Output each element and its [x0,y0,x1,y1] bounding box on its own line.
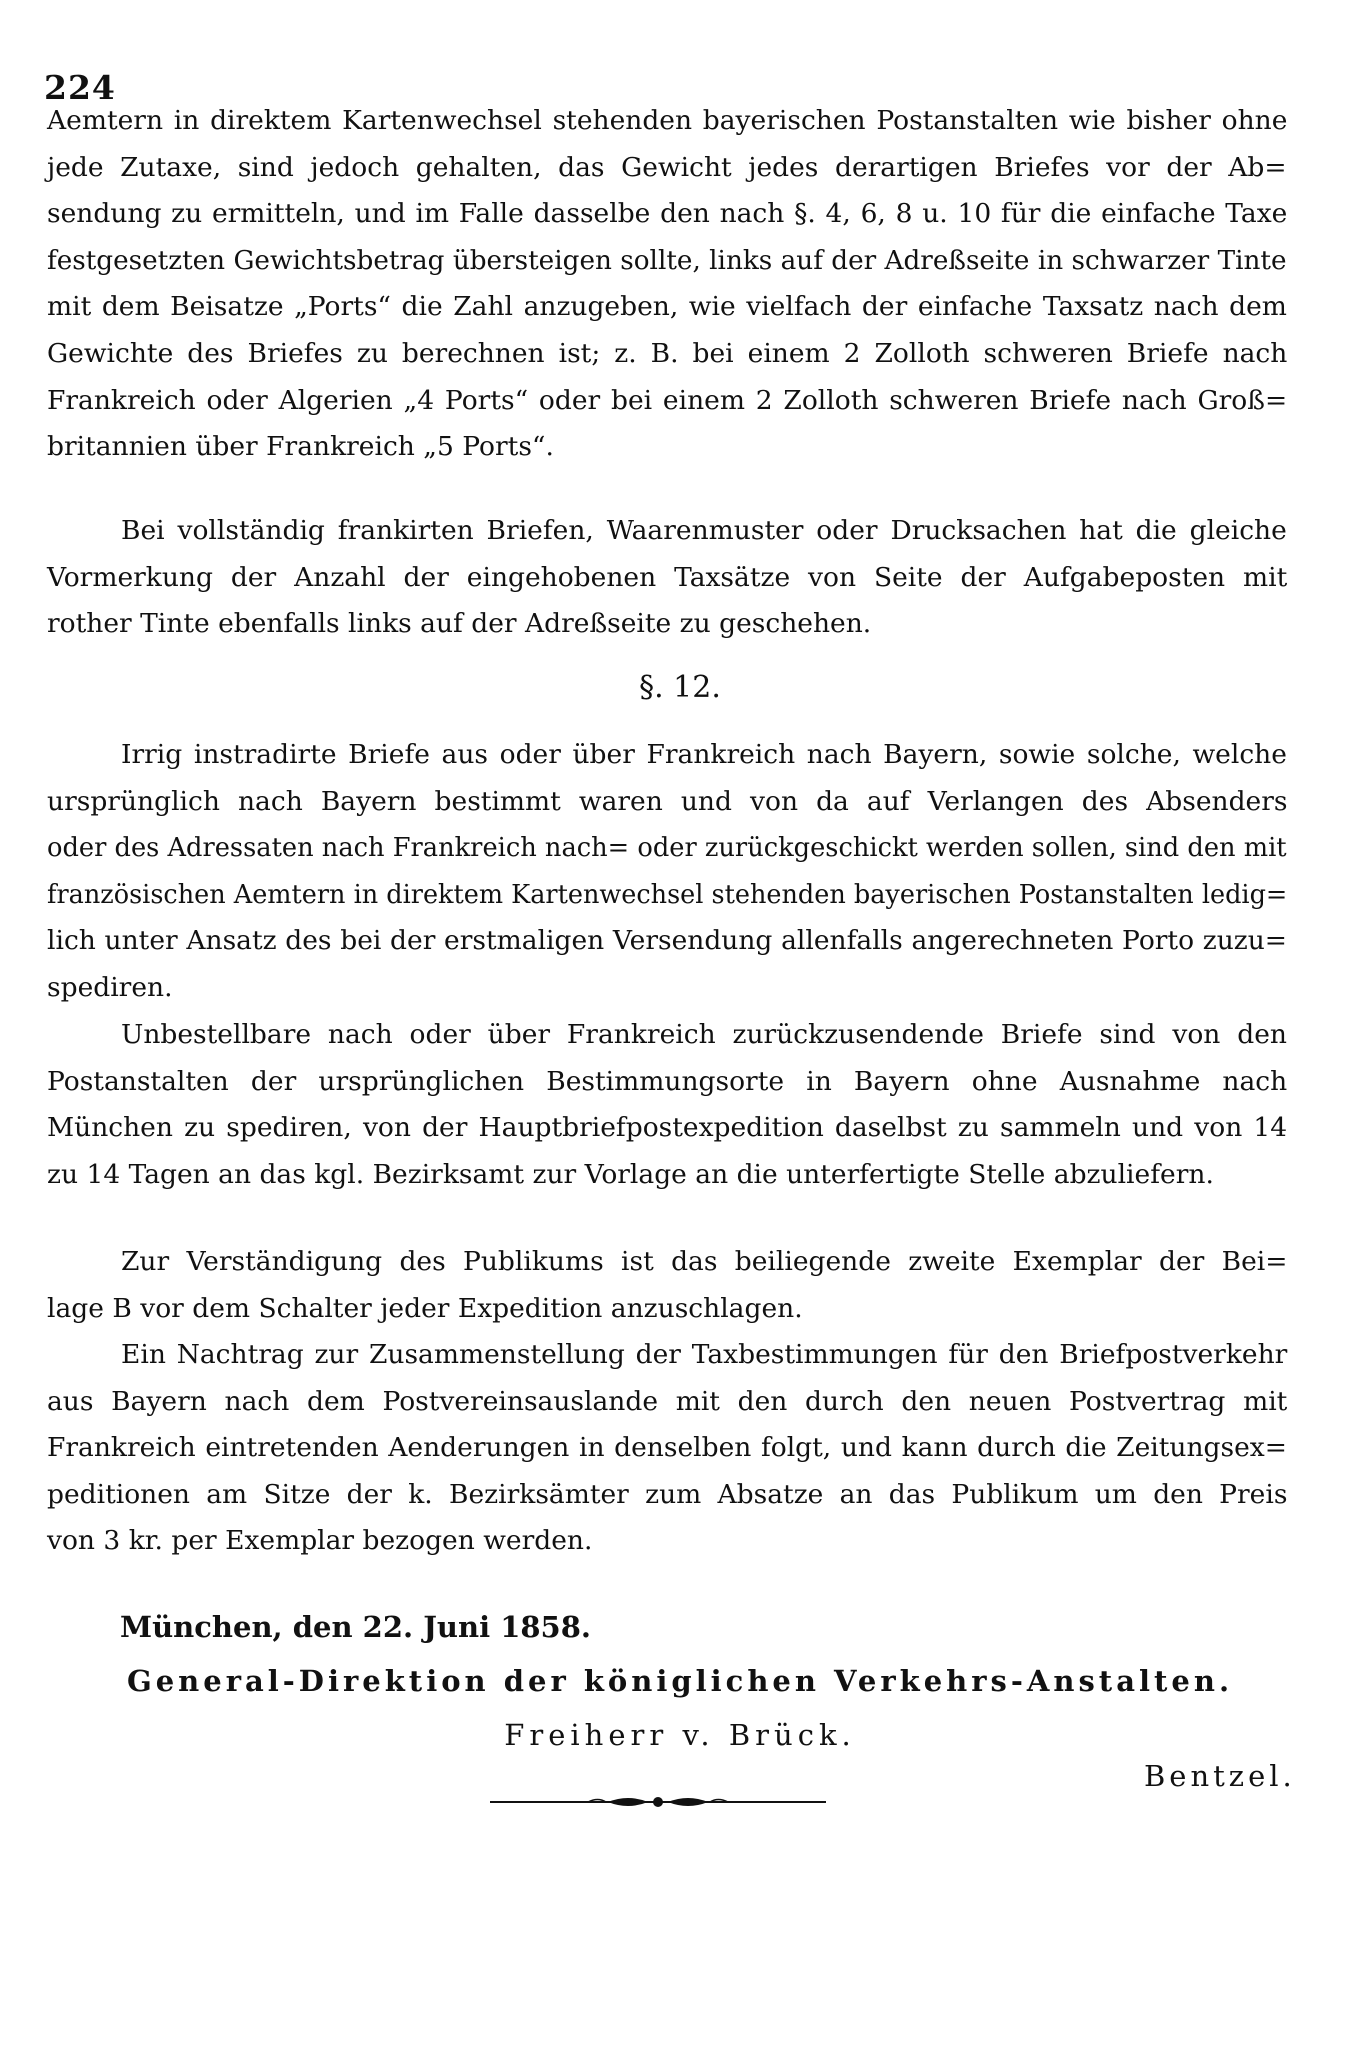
text-line: Postanstalten der ursprünglichen Bestimmungsorte in Bayern ohne Ausnahme nach [47,1065,1288,1097]
text-line: Vormerkung der Anzahl der eingehobenen Taxsätze von Seite der Aufgabeposten mit [47,561,1288,593]
text-line: Zur Verständigung des Publikums ist das beiliegende zweite Exemplar der Bei= [121,1246,1288,1277]
text-line: britannien über Frankreich „5 Ports“. [47,431,554,463]
text-line: Frankreich oder Algerien „4 Ports“ oder bei einem 2 Zolloth schweren Briefe nach Groß= [47,384,1288,416]
paragraph-franked-letters [47,508,1287,648]
text-line: Aemtern in direktem Kartenwechsel stehenden bayerischen Postanstalten wie bisher ohne [47,105,1288,136]
text-line: ursprünglich nach Bayern bestimmt waren und von da auf Verlangen des Absenders [47,785,1288,817]
text-line: Gewichte des Briefes zu berechnen ist; z. B. bei einem 2 Zolloth schweren Briefe nach [47,337,1288,369]
text-line: aus Bayern nach dem Postvereinsauslande mit den durch den neuen Postvertrag mit [47,1385,1288,1417]
text-line: festgesetzten Gewichtsbetrag übersteigen sollte, links auf der Adreßseite in schwarzer Tinte [47,244,1287,276]
text-line: lich unter Ansatz des bei der erstmaligen Versendung allenfalls angerechneten Porto zuzu= [47,925,1287,957]
place-date: München, den 22. Juni 1858. [120,1610,592,1644]
text-line: zu 14 Tagen an das kgl. Bezirksamt zur Vorlage an die unterfertigte Stelle abzuliefern. [47,1158,1214,1190]
paragraph-supplement [47,1332,1287,1565]
text-line: spediren. [47,971,173,1003]
text-line: Frankreich eintretenden Aenderungen in denselben folgt, und kann durch die Zeitungsex= [47,1432,1287,1464]
text-line: sendung zu ermitteln, und im Falle dasselbe den nach §. 4, 6, 8 u. 10 für die einfache Taxe [47,198,1288,230]
text-line: mit dem Beisatze „Ports“ die Zahl anzugeben, wie vielfach der einfache Taxsatz nach dem [47,291,1287,323]
text-line: Unbestellbare nach oder über Frankreich zurückzusendende Briefe sind von den [121,1019,1287,1050]
text-line: peditionen am Sitze der k. Bezirksämter zum Absatze an das Publikum um den Preis [47,1478,1288,1510]
text-line: lage B vor dem Schalter jeder Expedition anzuschlagen. [47,1292,803,1324]
text-line: jede Zutaxe, sind jedoch gehalten, das Gewicht jedes derartigen Briefes vor der Ab= [47,151,1287,183]
text-line: Ein Nachtrag zur Zusammenstellung der Taxbestimmungen für den Briefpostverkehr [121,1339,1288,1370]
text-line: Irrig instradirte Briefe aus oder über Frankreich nach Bayern, sowie solche, welche [121,739,1287,770]
paragraph-misdirected-letters [47,732,1287,1012]
text-line: Bei vollständig frankirten Briefen, Waarenmuster oder Drucksachen hat die gleiche [121,515,1287,546]
paragraph-publicity [47,1239,1287,1332]
paragraph-undeliverable-letters [47,1012,1287,1198]
issuing-authority: General-Direktion der königlichen Verkehrs-Anstalten. [126,1664,1234,1698]
text-line: französischen Aemtern in direktem Kartenwechsel stehenden bayerischen Postanstalten ledig= [47,878,1288,910]
cosignature-name: Bentzel. [1144,1759,1296,1793]
page-number: 224 [44,68,116,107]
section-heading: §. 12. [639,670,721,705]
text-line: rother Tinte ebenfalls links auf der Adreßseite zu geschehen. [47,608,872,640]
ornament-divider-icon [488,1792,828,1812]
paragraph-continuation [47,98,1287,471]
text-line: von 3 kr. per Exemplar bezogen werden. [47,1525,593,1557]
signature-name: Freiherr v. Brück. [504,1718,856,1752]
text-line: oder des Adressaten nach Frankreich nach= oder zurückgeschickt werden sollen, sind den mit [47,832,1287,864]
text-line: München zu spediren, von der Hauptbriefpostexpedition daselbst zu sammeln und von 14 [47,1112,1288,1144]
